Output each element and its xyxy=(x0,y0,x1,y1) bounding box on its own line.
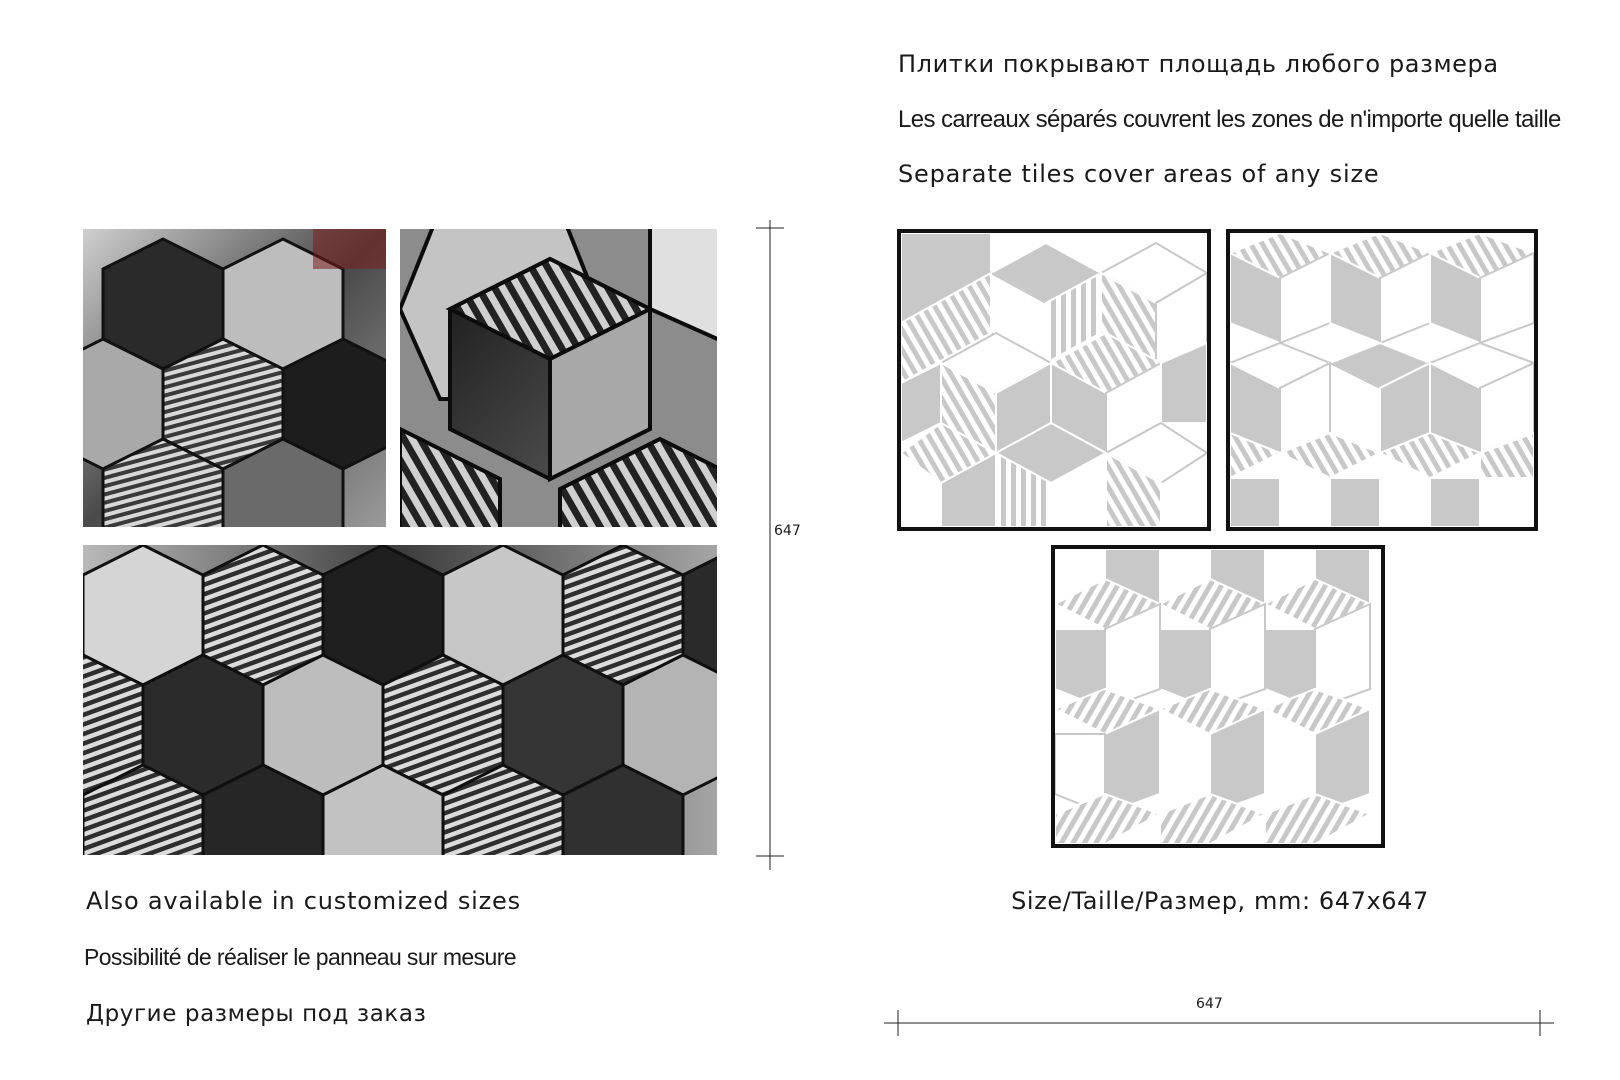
tile-pattern-a xyxy=(897,229,1211,531)
caption-en: Also available in customized sizes xyxy=(86,887,521,915)
dimension-width-label: 647 xyxy=(1196,996,1223,1012)
photo-tiles-top-left xyxy=(83,229,386,527)
heading-fr: Les carreaux séparés couvrent les zones de n'importe quelle taille xyxy=(898,106,1561,133)
heading-ru: Плитки покрывают площадь любого размера xyxy=(898,50,1499,78)
tile-pattern-b xyxy=(1226,229,1538,531)
horizontal-dimension-line xyxy=(884,1008,1554,1038)
caption-ru: Другие размеры под заказ xyxy=(86,1001,427,1027)
size-label: Size/Taille/Размер, mm: 647x647 xyxy=(1011,887,1429,915)
caption-fr: Possibilité de réaliser le panneau sur mesure xyxy=(84,944,516,970)
photo-tiles-top-right xyxy=(400,229,717,527)
dimension-height-label: 647 xyxy=(774,523,801,539)
photo-tiles-bottom xyxy=(83,545,717,855)
heading-en: Separate tiles cover areas of any size xyxy=(898,160,1380,188)
tile-pattern-c xyxy=(1051,545,1385,848)
vertical-dimension-line xyxy=(754,220,786,870)
